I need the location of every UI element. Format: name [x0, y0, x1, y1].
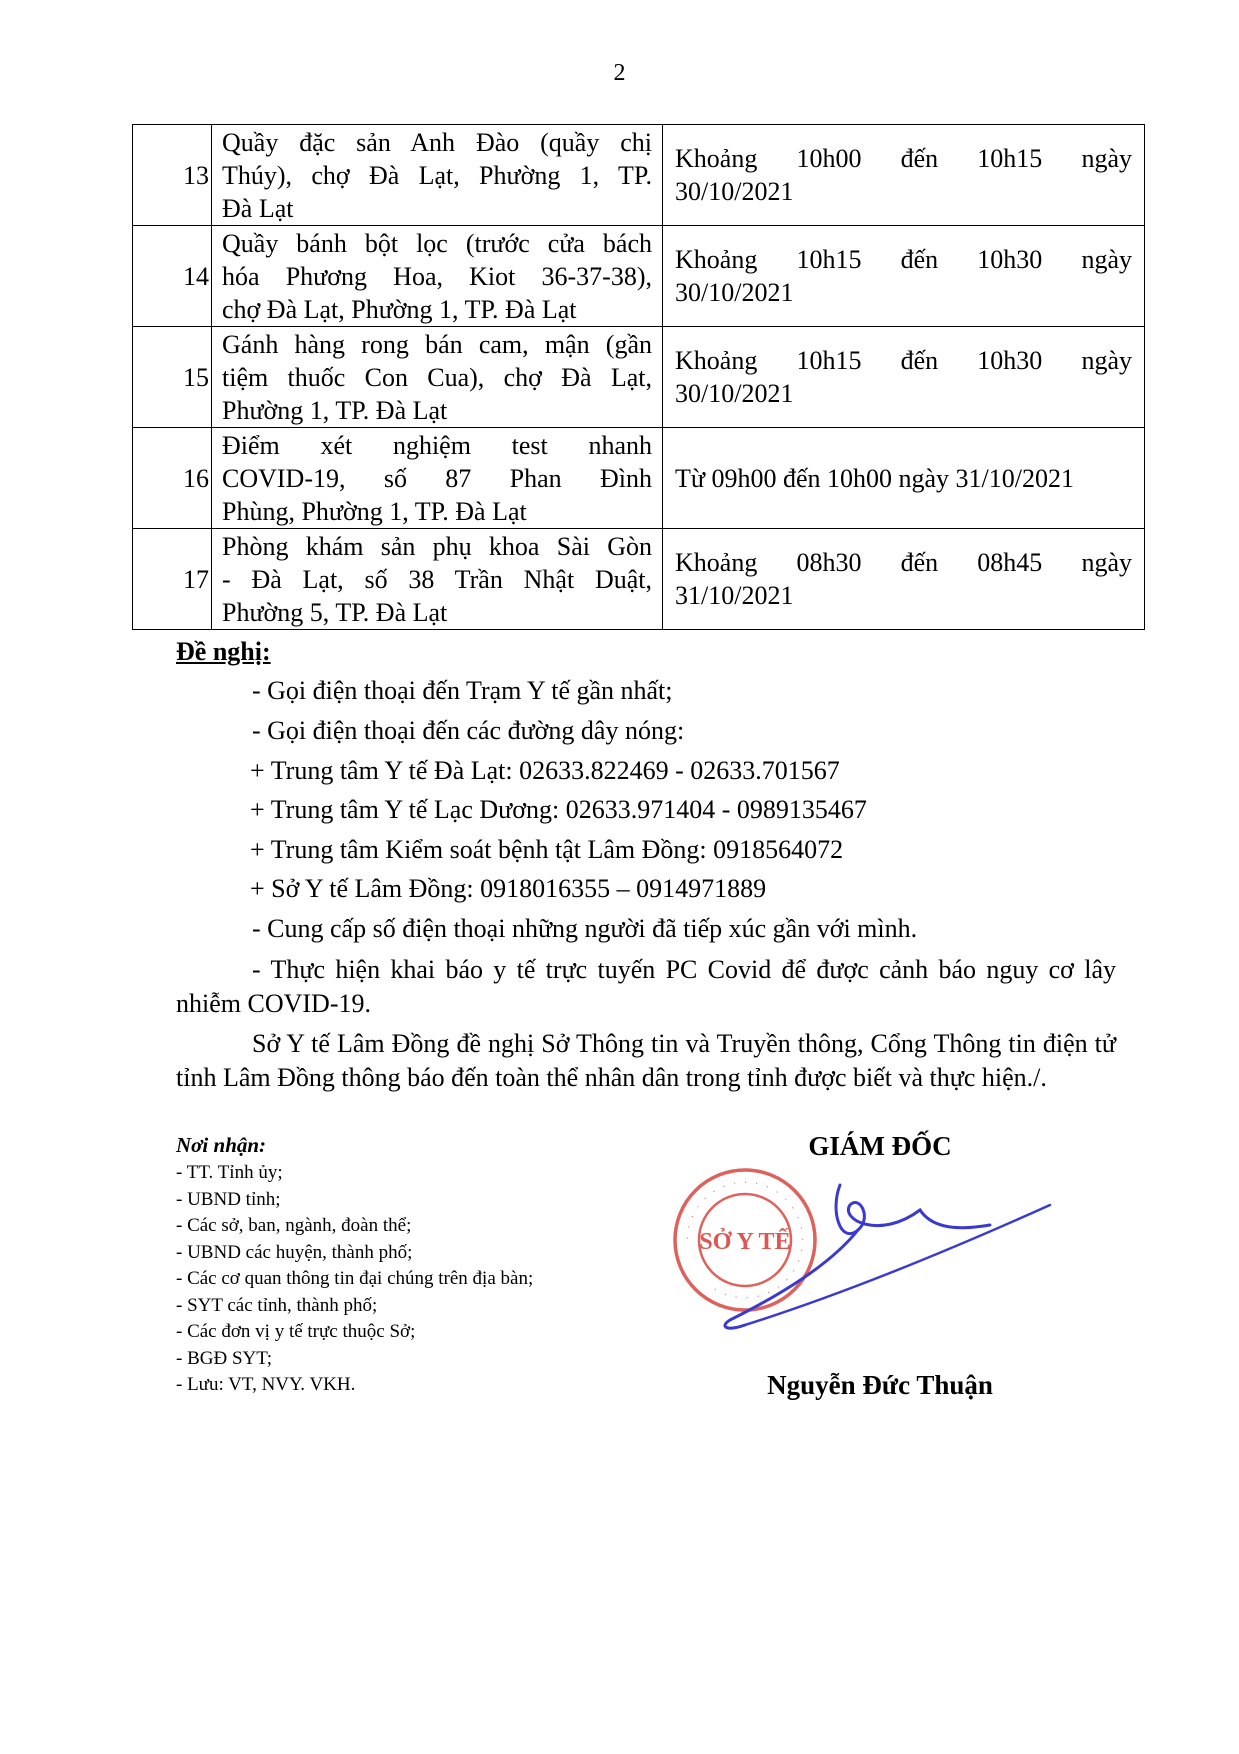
location-line: Quầy đặc sản Anh Đào (quầy chị	[222, 127, 652, 157]
time-cell	[663, 125, 1145, 226]
location-line: Phường 1, TP. Đà Lạt	[222, 395, 448, 425]
recipients-title: Nơi nhận:	[176, 1133, 267, 1157]
location-line: Đà Lạt	[222, 193, 294, 223]
recipient-item: - Các đơn vị y tế trực thuộc Sở;	[176, 1321, 416, 1342]
location-line: Điểm xét nghiệm test nhanh	[222, 430, 652, 460]
row-number: 16	[133, 428, 212, 529]
row-number: 15	[133, 327, 212, 428]
location-line: Quầy bánh bột lọc (trước cửa bách	[222, 228, 652, 258]
location-line: tiệm thuốc Con Cua), chợ Đà Lạt,	[222, 362, 652, 392]
recipient-item: - Các cơ quan thông tin đại chúng trên địa bàn;	[176, 1268, 534, 1289]
recommendation-declaration: - Thực hiện khai báo y tế trực tuyến PC Covid để được cảnh báo nguy cơ lây nhiễm COVID-19.	[176, 955, 1116, 1018]
recommendation-provide-contacts: - Cung cấp số điện thoại những người đã tiếp xúc gần với mình.	[252, 914, 918, 943]
recommendations-heading: Đề nghị:	[176, 637, 271, 666]
hotline-lacduong: + Trung tâm Y tế Lạc Dương: 02633.971404 - 0989135467	[250, 795, 867, 824]
time-line: 31/10/2021	[675, 581, 794, 610]
table-row	[133, 428, 1145, 529]
time-cell	[663, 428, 1145, 529]
signer-name: Nguyễn Đức Thuận	[767, 1370, 993, 1400]
locations-table-body	[133, 125, 1145, 630]
time-line: Khoảng 10h15 đến 10h30 ngày	[675, 245, 1132, 274]
location-cell	[212, 226, 663, 327]
hotline-doh: + Sở Y tế Lâm Đồng: 0918016355 – 0914971889	[250, 874, 767, 903]
signer-title: GIÁM ĐỐC	[808, 1131, 952, 1161]
svg-text:· · · · · · · · · · · · · · ·: · · · · · · · · · · · · · · · · · · · · · · · · · · · ·	[681, 1176, 809, 1304]
location-line: Phòng khám sản phụ khoa Sài Gòn	[222, 531, 652, 561]
location-cell	[212, 125, 663, 226]
location-line: - Đà Lạt, số 38 Trần Nhật Duật,	[222, 564, 652, 594]
hotline-cdc: + Trung tâm Kiểm soát bệnh tật Lâm Đồng: 0918564072	[250, 835, 844, 864]
closing-paragraph: Sở Y tế Lâm Đồng đề nghị Sở Thông tin và Truyền thông, Cổng Thông tin điện tử tỉnh Lâm Đồng thông báo đến toàn thể nhân dân trong tỉnh được biết và thực hiện./.	[176, 1029, 1116, 1092]
recommendation-call-station: - Gọi điện thoại đến Trạm Y tế gần nhất;	[252, 676, 673, 705]
time-cell	[663, 226, 1145, 327]
recipient-item: - SYT các tỉnh, thành phố;	[176, 1294, 378, 1316]
row-number: 13	[133, 125, 212, 226]
recipient-item: - UBND tỉnh;	[176, 1188, 281, 1210]
table-row	[133, 327, 1145, 428]
row-number: 14	[133, 226, 212, 327]
location-cell	[212, 428, 663, 529]
time-line: Khoảng 08h30 đến 08h45 ngày	[675, 548, 1132, 577]
recipient-item: - Các sở, ban, ngành, đoàn thể;	[176, 1215, 412, 1236]
time-line: Khoảng 10h00 đến 10h15 ngày	[675, 144, 1132, 173]
time-cell	[663, 529, 1145, 630]
hotline-dalat: + Trung tâm Y tế Đà Lạt: 02633.822469 - 02633.701567	[250, 756, 840, 785]
location-line: Thúy), chợ Đà Lạt, Phường 1, TP.	[222, 160, 652, 190]
recipient-item: - UBND các huyện, thành phố;	[176, 1241, 413, 1263]
time-line: Khoảng 10h15 đến 10h30 ngày	[675, 346, 1132, 375]
recipient-item: - TT. Tỉnh ủy;	[176, 1162, 283, 1183]
location-line: COVID-19, số 87 Phan Đình	[222, 463, 652, 493]
table-row	[133, 226, 1145, 327]
recommendation-call-hotlines: - Gọi điện thoại đến các đường dây nóng:	[252, 716, 685, 745]
seal-text: SỞ Y TẾ	[699, 1229, 791, 1255]
location-line: hóa Phương Hoa, Kiot 36-37-38),	[222, 261, 652, 291]
locations-table	[132, 124, 1145, 630]
time-line: 30/10/2021	[675, 278, 794, 307]
time-line: Từ 09h00 đến 10h00 ngày 31/10/2021	[675, 463, 1075, 493]
time-line: 30/10/2021	[675, 379, 794, 408]
table-row	[133, 529, 1145, 630]
page-number: 2	[613, 60, 626, 86]
time-line: 30/10/2021	[675, 177, 794, 206]
handwritten-signature	[690, 1170, 1070, 1340]
recipients-list	[176, 1160, 533, 1399]
row-number: 17	[133, 529, 212, 630]
recipient-item: - BGĐ SYT;	[176, 1347, 273, 1369]
location-line: Gánh hàng rong bán cam, mận (gần	[222, 329, 652, 359]
location-line: Phường 5, TP. Đà Lạt	[222, 597, 448, 627]
time-cell	[663, 327, 1145, 428]
recipient-item: - Lưu: VT, NVY. VKH.	[176, 1374, 356, 1395]
location-cell	[212, 327, 663, 428]
location-cell	[212, 529, 663, 630]
location-line: chợ Đà Lạt, Phường 1, TP. Đà Lạt	[222, 294, 577, 324]
table-row	[133, 125, 1145, 226]
location-line: Phùng, Phường 1, TP. Đà Lạt	[222, 496, 527, 526]
